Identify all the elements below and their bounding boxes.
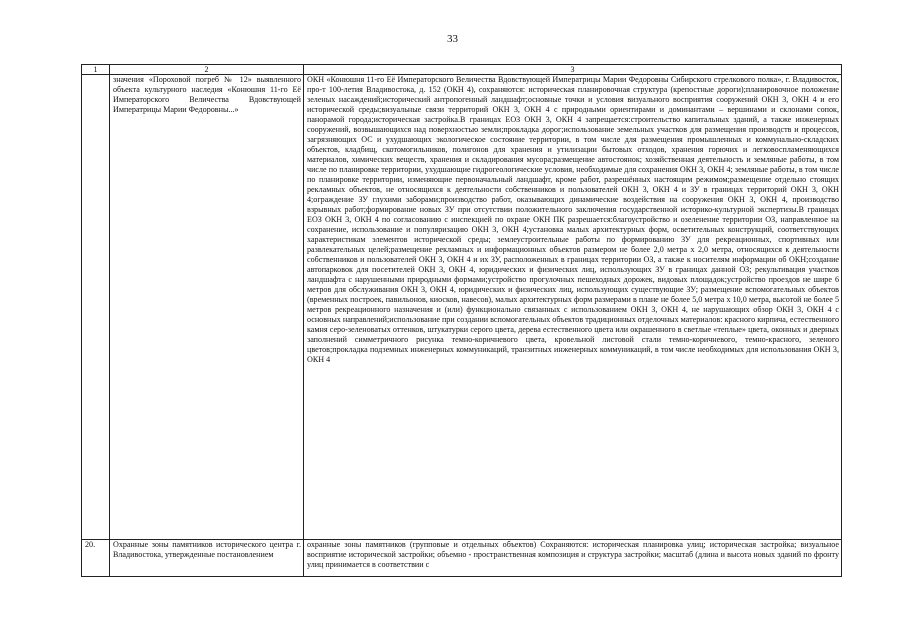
table-row	[82, 540, 842, 577]
object-description: Охранные зоны памятников исторического центра г. Владивостока, утвержденные постановлением	[110, 540, 304, 577]
page-number: 33	[447, 33, 458, 45]
header-col-1: 1	[82, 65, 110, 75]
header-col-2: 2	[110, 65, 304, 75]
table-row	[82, 75, 842, 540]
header-col-3: 3	[304, 65, 842, 75]
row-number: 20.	[82, 540, 110, 577]
table-header-row	[82, 65, 842, 75]
document-table	[81, 64, 842, 577]
row-number	[82, 75, 110, 540]
object-description: значения «Пороховой погреб № 12» выявленного объекта культурного наследия «Конюшня 11-го Её Императорского Величества Вдовствующей Императрицы Марии Федоровны...»	[110, 75, 304, 540]
regime-description: ОКН «Конюшня 11-го Её Императорского Величества Вдовствующей Императрицы Марии Федоровны Сибирского стрелкового полка», г. Владивосток, про-т 100-летия Владивостока, д. 152 (ОКН 4), сохраняются: историческая планировочная структура (крепостные дороги);планировочное положение зеленых насаждений;исторический антропогенный ландшафт;основные точки и условия визуального восприятия сооружений ОКН 3, ОКН 4 и его исторической среды;визуальные связи территорий ОКН 3, ОКН 4 с природными ориентирами и доминантами – вершинами и склонами сопок, панорамой города;историческая застройка.В границах ЕОЗ ОКН 3, ОКН 4 запрещается:строительство капитальных зданий, а также инженерных сооружений, возвышающихся над поверхностью земли;прокладка дорог;использование земельных участков для размещения производств и процессов, загрязняющих ОС и ухудшающих экологическое состояние территории, в том числе для размещения промышленных и коммунально-складских объектов, кладбищ, скотомогильников, полигонов для хранения и утилизации бытовых отходов, хранения горючих и легковоспламеняющихся материалов, химических веществ, хранения и складирования мусора;размещение автостоянок; хозяйственная деятельность и земляные работы, в том числе по планировке территории, ухудшающие гидрогеологические условия, необходимые для сохранения ОКН 3, ОКН 4; земляные работы, в том числе по планировке территории, изменяющие первоначальный ландшафт, кроме работ, разрешённых настоящим режимом;размещение отдельно стоящих рекламных объектов, не относящихся к деятельности собственников и пользователей ОКН 3, ОКН 4 и ЗУ в границах территорий ОКН 3, ОКН 4;ограждение ЗУ глухими заборами;производство работ, оказывающих динамические воздействия на сооружения ОКН 3, ОКН 4, производство взрывных работ;формирование новых ЗУ при отсутствии положительного заключения государственной историко-культурной экспертизы.В границах ЕОЗ ОКН 3, ОКН 4 по согласованию с инспекцией по охране ОКН ПК разрешается:благоустройство и озеленение территории ОЗ, направленное на сохранение, использование и популяризацию ОКН 3, ОКН 4;установка малых архитектурных форм, осветительных конструкций, соответствующих характеристикам элементов исторической среды; землеустроительные работы по формированию ЗУ для рекреационных, спортивных или развлекательных целей;размещение рекламных и информационных объектов размером не более 2,0 метра х 2,0 метра, относящихся к деятельности собственников и пользователей ОКН 3, ОКН 4 и их ЗУ, расположенных в границах территории ОЗ, а также к носителям информации об ОКН;создание автопарковок для посетителей ОКН 3, ОКН 4, юридических и физических лиц, использующих ЗУ в границах данной ОЗ; рекультивация участков ландшафта с нарушенными природными формами;устройство прогулочных пешеходных дорожек, видовых площадок;устройство проездов не шире 6 метров для обслуживания ОКН 3, ОКН 4, юридических и физических лиц, использующих существующие ЗУ; размещение вспомогательных объектов (временных построек, павильонов, киосков, навесов), малых архитектурных форм размерами в плане не более 5,0 метра х 10,0 метра, высотой не более 5 метров рекреационного назначения и (или) функционально связанных с использованием ОКН 3, ОКН 4, не нарушающих обзор ОКН 3, ОКН 4 с основных направлений;использование при создании вспомогательных объектов традиционных отделочных материалов: красного кирпича, естественного камня серо-зеленоватых оттенков, штукатурки серого цвета, дерева естественного цвета или окрашенного в светлые «теплые» цвета, оконных и дверных заполнений симметричного рисунка темно-коричневого цвета, кровельной листовой стали темно-коричневого, темно-красного, зеленого цветов;прокладка подземных инженерных коммуникаций, транзитных инженерных коммуникаций, в том числе необходимых для использования ОКН 3, ОКН 4	[304, 75, 842, 540]
regime-description: охранные зоны памятников (групповые и отдельных объектов) Сохраняются: историческая планировка улиц; историческая застройка; визуальное восприятие исторической застройки; объемно - пространственная композиция и структура застройки; масштаб (длина и высота новых зданий по фронту улиц принимается в соответствии с	[304, 540, 842, 577]
